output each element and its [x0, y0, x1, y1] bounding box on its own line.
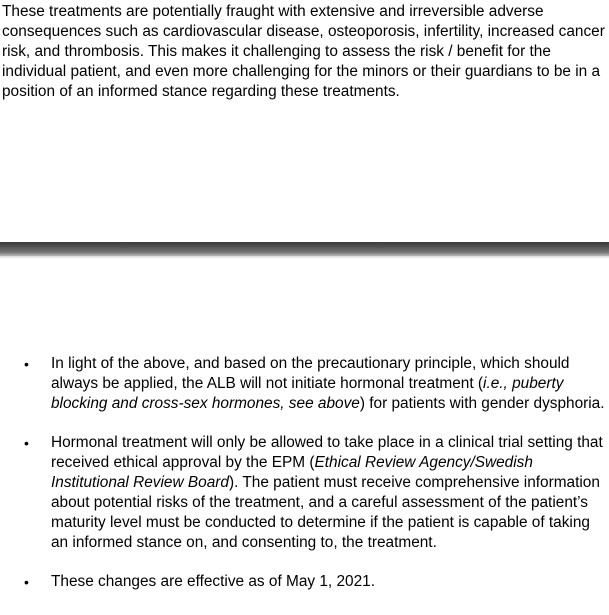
text-segment: ). The patient must receive comprehensive information about potential risks of the treatment, and a careful assessment of the patient’s maturity level must be conducted to determine if the patient is capable of taking an informed stance on, and consenting to, the treatment. — [51, 474, 600, 551]
list-item-clinical-trial — [0, 433, 609, 553]
italic-text-segment: Ethical Review Agency/Swedish Institutional Review Board — [51, 454, 533, 491]
text-segment: Hormonal treatment will only be allowed to take place in a clinical trial setting that received ethical approval by the EPM ( — [51, 434, 603, 471]
intro-paragraph: These treatments are potentially fraught with extensive and irreversible adverse consequences such as cardiovascular disease, osteoporosis, infertility, increased cancer risk, and thrombosis. This makes it challenging to assess the risk / benefit for the individual patient, and even more challenging for the minors or their guardians to be in a position of an informed stance regarding these treatments. — [2, 3, 605, 100]
page-break-divider — [0, 242, 609, 256]
list-item-text — [51, 355, 605, 412]
text-segment: ) for patients with gender dysphoria. — [359, 395, 605, 412]
italic-text-segment: i.e., puberty blocking and cross-sex hormones, see above — [51, 375, 564, 412]
list-item-text — [51, 434, 603, 551]
bullet-icon: • — [24, 574, 29, 590]
bullet-icon: • — [24, 356, 29, 372]
bullet-icon: • — [24, 435, 29, 451]
page-break-shadow — [0, 256, 609, 259]
list-item-no-hormonal-treatment — [0, 354, 609, 414]
list-item-text: These changes are effective as of May 1, 2021. — [51, 573, 375, 590]
bullet-list — [0, 354, 609, 592]
list-item-effective-date — [0, 572, 609, 592]
text-segment: In light of the above, and based on the precautionary principle, which should always be applied, the ALB will not initiate hormonal treatment ( — [51, 355, 570, 392]
